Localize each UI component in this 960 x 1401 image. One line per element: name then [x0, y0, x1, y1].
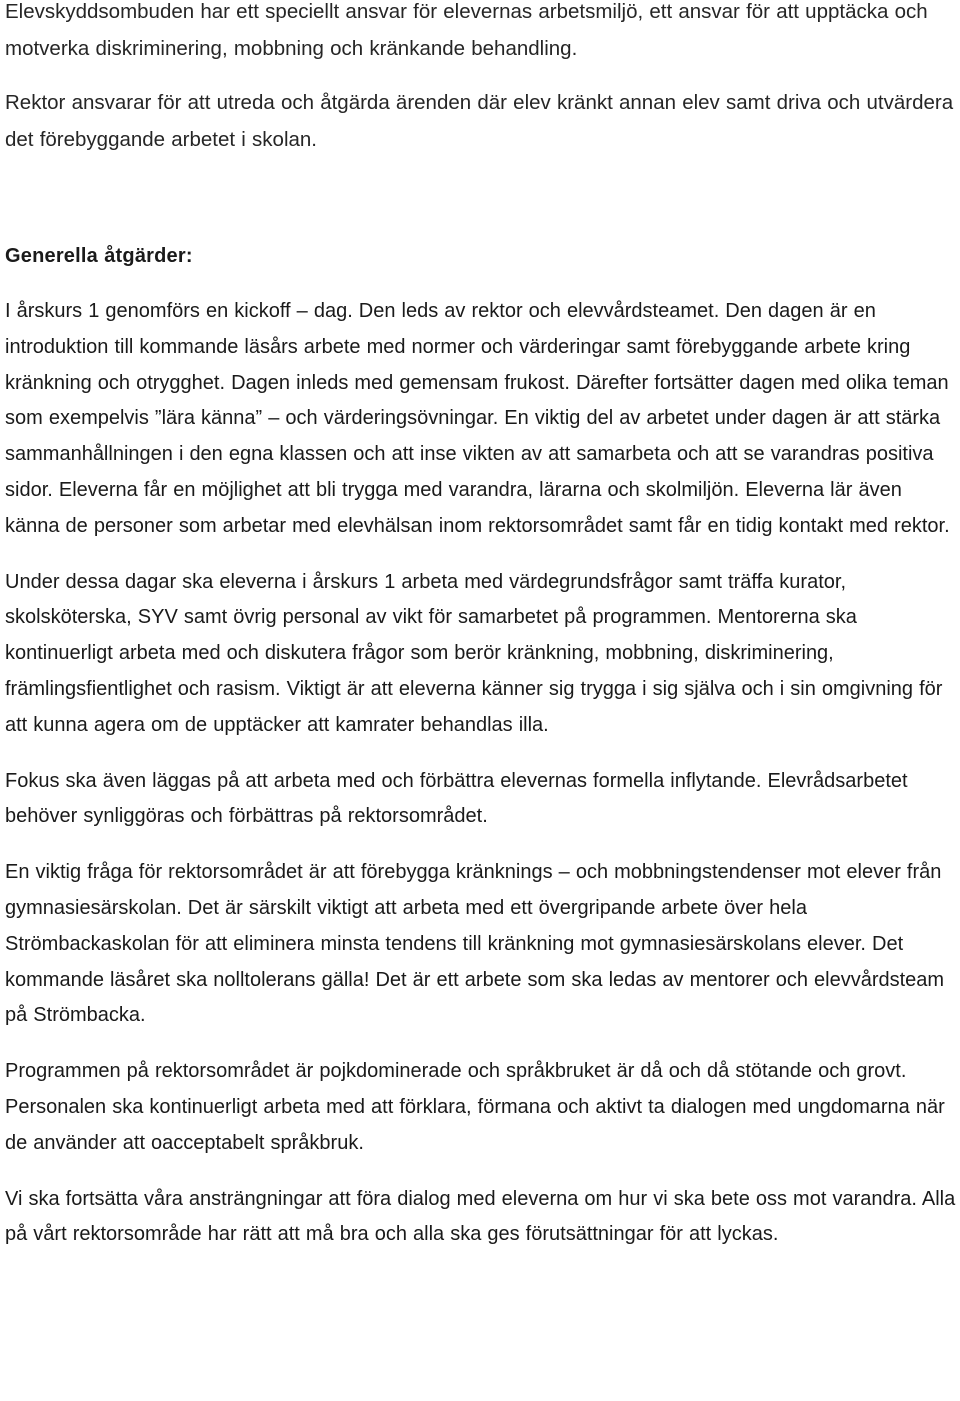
- body-paragraph-5: Programmen på rektorsområdet är pojkdominerade och språkbruket är då och då stötande och grovt. Personalen ska kontinuerligt arbeta med att förklara, förmana och aktivt ta dialogen med ungdomarna när de använder att oacceptabelt språkbruk.: [5, 1060, 945, 1154]
- section-heading: Generella åtgärder:: [5, 245, 193, 267]
- intro-section: [5, 0, 956, 158]
- body-paragraph-1: I årskurs 1 genomförs en kickoff – dag. Den leds av rektor och elevvårdsteamet. Den dagen är en introduktion till kommande läsårs arbete med normer och värderingar samt förebyggande arbete kring kränkning och otrygghet. Dagen inleds med gemensam frukost. Därefter fortsätter dagen med olika teman som exempelvis ”lära känna” – och värderingsövningar. En viktig del av arbetet under dagen är att stärka sammanhållningen i den egna klassen och att inse vikten av att samarbeta och att se varandras positiva sidor. Eleverna får en möjlighet att bli trygga med varandra, lärarna och skolmiljön. Eleverna lär även känna de personer som arbetar med elevhälsan inom rektorsområdet samt får en tidig kontakt med rektor.: [5, 300, 950, 537]
- body-paragraph-3: Fokus ska även läggas på att arbeta med och förbättra elevernas formella inflytande. Elevrådsarbetet behöver synliggöras och förbättras på rektorsområdet.: [5, 769, 908, 828]
- body-paragraph-4: En viktig fråga för rektorsområdet är att förebygga kränknings – och mobbningstendenser mot elever från gymnasiesärskolan. Det är särskilt viktigt att arbeta med ett övergripande arbete över hela Strömbackaskolan för att eliminera minsta tendens till kränkning mot gymnasiesärskolans elever. Det kommande läsåret ska nolltolerans gälla! Det är ett arbete som ska ledas av mentorer och elevvårdsteam på Strömbacka.: [5, 861, 945, 1027]
- intro-paragraph-1: Elevskyddsombuden har ett speciellt ansvar för elevernas arbetsmiljö, ett ansvar för att upptäcka och motverka diskriminering, mobbning och kränkande behandling.: [5, 0, 928, 60]
- section-body: [5, 294, 956, 1253]
- body-paragraph-2: Under dessa dagar ska eleverna i årskurs 1 arbeta med värdegrundsfrågor samt träffa kurator, skolsköterska, SYV samt övrig personal av vikt för samarbetet på programmen. Mentorerna ska kontinuerligt arbeta med och diskutera frågor som berör kränkning, mobbning, diskriminering, främlingsfientlighet och rasism. Viktigt är att eleverna känner sig trygga i sig själva och i sin omgivning för att kunna agera om de upptäcker att kamrater behandlas illa.: [5, 570, 943, 736]
- body-paragraph-6: Vi ska fortsätta våra ansträngningar att föra dialog med eleverna om hur vi ska bete oss mot varandra. Alla på vårt rektorsområde har rätt att må bra och alla ska ges förutsättningar för att lyckas.: [5, 1187, 956, 1246]
- intro-paragraph-2: Rektor ansvarar för att utreda och åtgärda ärenden där elev kränkt annan elev samt driva och utvärdera det förebyggande arbetet i skolan.: [5, 91, 954, 151]
